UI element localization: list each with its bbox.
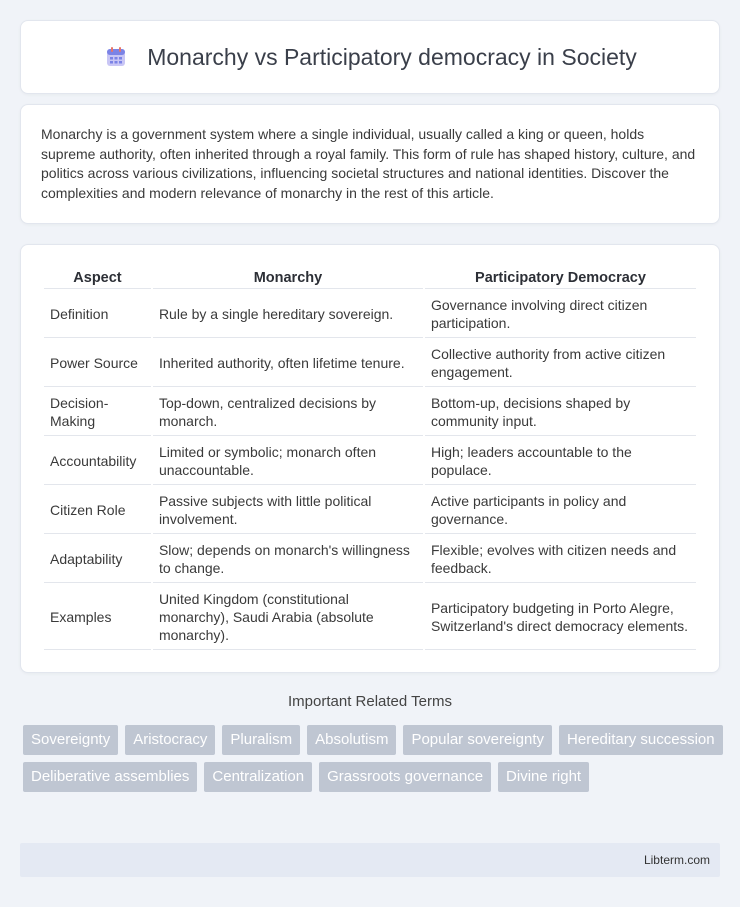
- monarchy-cell: Passive subjects with little political involvement.: [153, 487, 423, 534]
- monarchy-cell: Top-down, centralized decisions by monarch.: [153, 389, 423, 436]
- democracy-cell: Participatory budgeting in Porto Alegre, Switzerland's direct democracy elements.: [425, 585, 696, 650]
- aspect-cell: Definition: [44, 291, 151, 338]
- democracy-cell: Governance involving direct citizen participation.: [425, 291, 696, 338]
- democracy-cell: Flexible; evolves with citizen needs and feedback.: [425, 536, 696, 583]
- related-term-tag[interactable]: Hereditary succession: [559, 725, 723, 755]
- table-row: [44, 487, 696, 534]
- democracy-cell: Active participants in policy and governance.: [425, 487, 696, 534]
- related-term-tag[interactable]: Deliberative assemblies: [23, 762, 197, 792]
- monarchy-cell: Inherited authority, often lifetime tenure.: [153, 340, 423, 387]
- calendar-icon: [103, 44, 129, 70]
- related-term-tag[interactable]: Absolutism: [307, 725, 396, 755]
- footer-site-link[interactable]: Libterm.com: [643, 853, 710, 867]
- related-terms-title: Important Related Terms: [288, 693, 452, 710]
- aspect-cell: Accountability: [44, 438, 151, 485]
- comparison-table-card: [20, 244, 720, 673]
- monarchy-cell: United Kingdom (constitutional monarchy), Saudi Arabia (absolute monarchy).: [153, 585, 423, 650]
- aspect-cell: Adaptability: [44, 536, 151, 583]
- header-card: [20, 20, 720, 94]
- related-term-tag[interactable]: Centralization: [204, 762, 312, 792]
- page-title: Monarchy vs Participatory democracy in Society: [147, 43, 637, 70]
- related-term-tag[interactable]: Popular sovereignty: [403, 725, 552, 755]
- table-row: [44, 536, 696, 583]
- intro-card: [20, 104, 720, 224]
- table-row: [44, 438, 696, 485]
- table-row: [44, 340, 696, 387]
- aspect-cell: Decision-Making: [44, 389, 151, 436]
- monarchy-cell: Rule by a single hereditary sovereign.: [153, 291, 423, 338]
- comparison-table: [42, 265, 698, 652]
- intro-text: Monarchy is a government system where a single individual, usually called a king or queen, holds supreme authority, often inherited through a royal family. This form of rule has shaped history, culture, and politics across various civilizations, influencing societal structures and national identities. Discover the complexities and modern relevance of monarchy in the rest of this article.: [41, 126, 696, 201]
- table-row: [44, 291, 696, 338]
- aspect-cell: Examples: [44, 585, 151, 650]
- related-term-tag[interactable]: Divine right: [498, 762, 589, 792]
- related-term-tag[interactable]: Grassroots governance: [319, 762, 491, 792]
- aspect-cell: Citizen Role: [44, 487, 151, 534]
- related-term-tag[interactable]: Pluralism: [222, 725, 300, 755]
- table-row: [44, 585, 696, 650]
- related-term-tag[interactable]: Aristocracy: [125, 725, 215, 755]
- democracy-cell: Collective authority from active citizen engagement.: [425, 340, 696, 387]
- table-row: [44, 389, 696, 436]
- democracy-cell: Bottom-up, decisions shaped by community input.: [425, 389, 696, 436]
- monarchy-cell: Limited or symbolic; monarch often unaccountable.: [153, 438, 423, 485]
- aspect-cell: Power Source: [44, 340, 151, 387]
- table-header-row: [44, 267, 696, 289]
- related-term-tag[interactable]: Sovereignty: [23, 725, 118, 755]
- footer: [20, 843, 720, 877]
- header-aspect: Aspect: [44, 267, 151, 289]
- related-terms-list: [23, 725, 723, 792]
- header-participatory-democracy: Participatory Democracy: [425, 267, 696, 289]
- monarchy-cell: Slow; depends on monarch's willingness to change.: [153, 536, 423, 583]
- header-monarchy: Monarchy: [153, 267, 423, 289]
- democracy-cell: High; leaders accountable to the populace.: [425, 438, 696, 485]
